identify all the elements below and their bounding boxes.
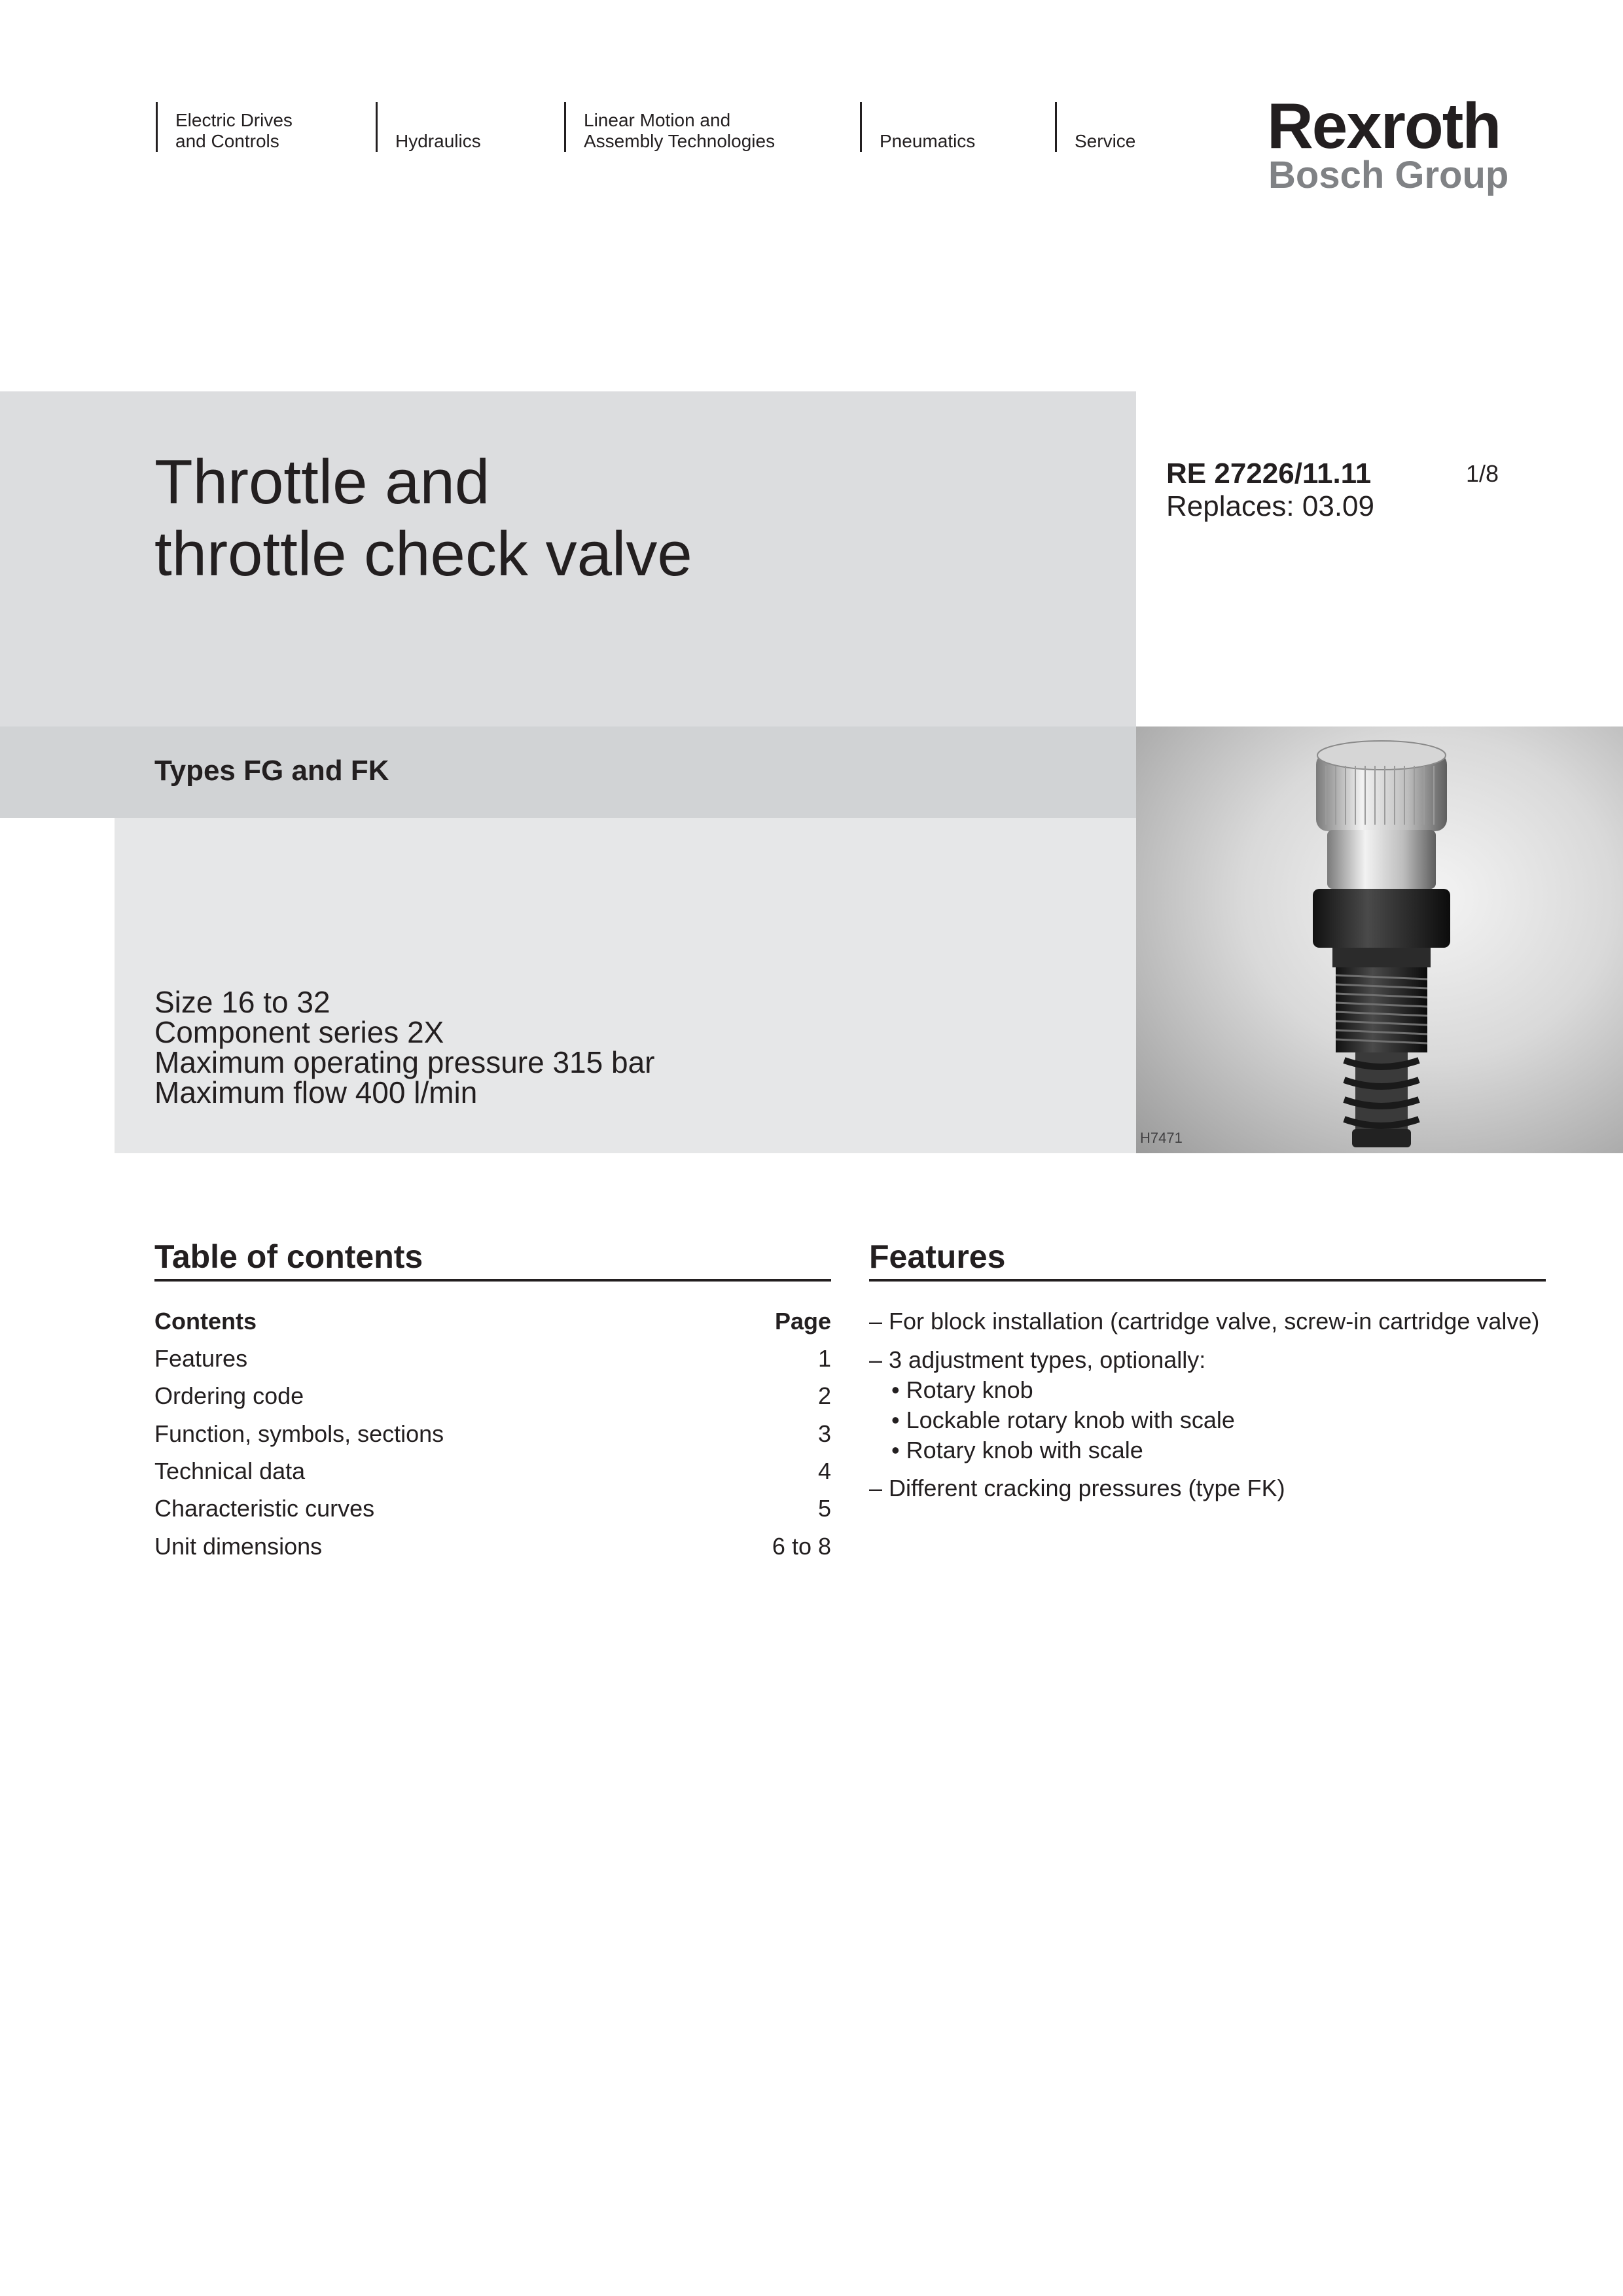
division-label-line: and Controls: [175, 131, 279, 151]
toc-row[interactable]: [154, 1344, 831, 1373]
toc-label: Characteristic curves: [154, 1495, 375, 1522]
product-photo: [1136, 726, 1623, 1153]
toc-page: 4: [817, 1458, 831, 1484]
toc-row[interactable]: [154, 1494, 831, 1523]
title-line: throttle check valve: [154, 519, 692, 589]
photo-code: H7471: [1140, 1130, 1183, 1146]
spec-item: Component series 2X: [154, 1015, 444, 1049]
toc-col-page: Page: [774, 1308, 831, 1335]
division-hydraulics: [376, 102, 481, 152]
toc-header-row: [154, 1307, 831, 1336]
toc-label: Features: [154, 1345, 248, 1372]
feature-item: – For block installation (cartridge valve, screw-in cartridge valve): [869, 1308, 1540, 1335]
spec-item: Maximum operating pressure 315 bar: [154, 1045, 655, 1079]
spec-item: Maximum flow 400 l/min: [154, 1075, 478, 1109]
feature-item: – 3 adjustment types, optionally:: [869, 1346, 1206, 1373]
feature-subitem: • Rotary knob with scale: [891, 1437, 1143, 1463]
division-electric-drives: [156, 102, 293, 152]
toc-label: Function, symbols, sections: [154, 1420, 444, 1447]
toc-heading: Table of contents: [154, 1238, 423, 1275]
document-number: RE 27226/11.11: [1166, 457, 1372, 490]
toc-label: Ordering code: [154, 1382, 304, 1409]
rexroth-logo: Rexroth: [1267, 90, 1501, 162]
division-label-line: Hydraulics: [395, 131, 481, 151]
toc-row[interactable]: [154, 1382, 831, 1410]
feature-subitem: • Lockable rotary knob with scale: [891, 1407, 1235, 1433]
title-line: Throttle and: [154, 447, 490, 517]
replaces-note: Replaces: 03.09: [1166, 490, 1374, 522]
spec-list: [154, 987, 654, 1107]
toc-row[interactable]: [154, 1420, 831, 1448]
page-title: [154, 446, 692, 590]
division-label-line: Assembly Technologies: [584, 131, 776, 151]
spec-item: Size 16 to 32: [154, 985, 330, 1019]
toc-page: 6 to 8: [772, 1533, 831, 1560]
valve-illustration: [1136, 726, 1623, 1153]
toc-rule: [154, 1279, 831, 1282]
division-label-line: Linear Motion and: [584, 110, 731, 130]
feature-subitem: • Rotary knob: [891, 1376, 1033, 1403]
division-label-line: Electric Drives: [175, 110, 293, 130]
division-pneumatics: [860, 102, 975, 152]
division-label-line: Pneumatics: [880, 131, 976, 151]
bosch-group-logo: Bosch Group: [1268, 154, 1509, 196]
features-rule: [869, 1279, 1546, 1282]
toc-page: 3: [817, 1420, 831, 1447]
division-service: [1055, 102, 1135, 152]
toc-row[interactable]: [154, 1457, 831, 1486]
toc-page: 5: [817, 1495, 831, 1522]
division-label-line: Service: [1075, 131, 1136, 151]
toc-label: Unit dimensions: [154, 1533, 323, 1560]
page-number: 1/8: [1466, 460, 1499, 487]
toc-col-contents: Contents: [154, 1308, 257, 1335]
feature-item: – Different cracking pressures (type FK): [869, 1475, 1285, 1501]
types-subtitle: Types FG and FK: [154, 755, 389, 787]
features-heading: Features: [869, 1238, 1006, 1275]
toc-row[interactable]: [154, 1532, 831, 1561]
division-linear-motion: [564, 102, 775, 152]
toc-page: 1: [817, 1345, 831, 1372]
toc-label: Technical data: [154, 1458, 306, 1484]
toc-page: 2: [817, 1382, 831, 1409]
